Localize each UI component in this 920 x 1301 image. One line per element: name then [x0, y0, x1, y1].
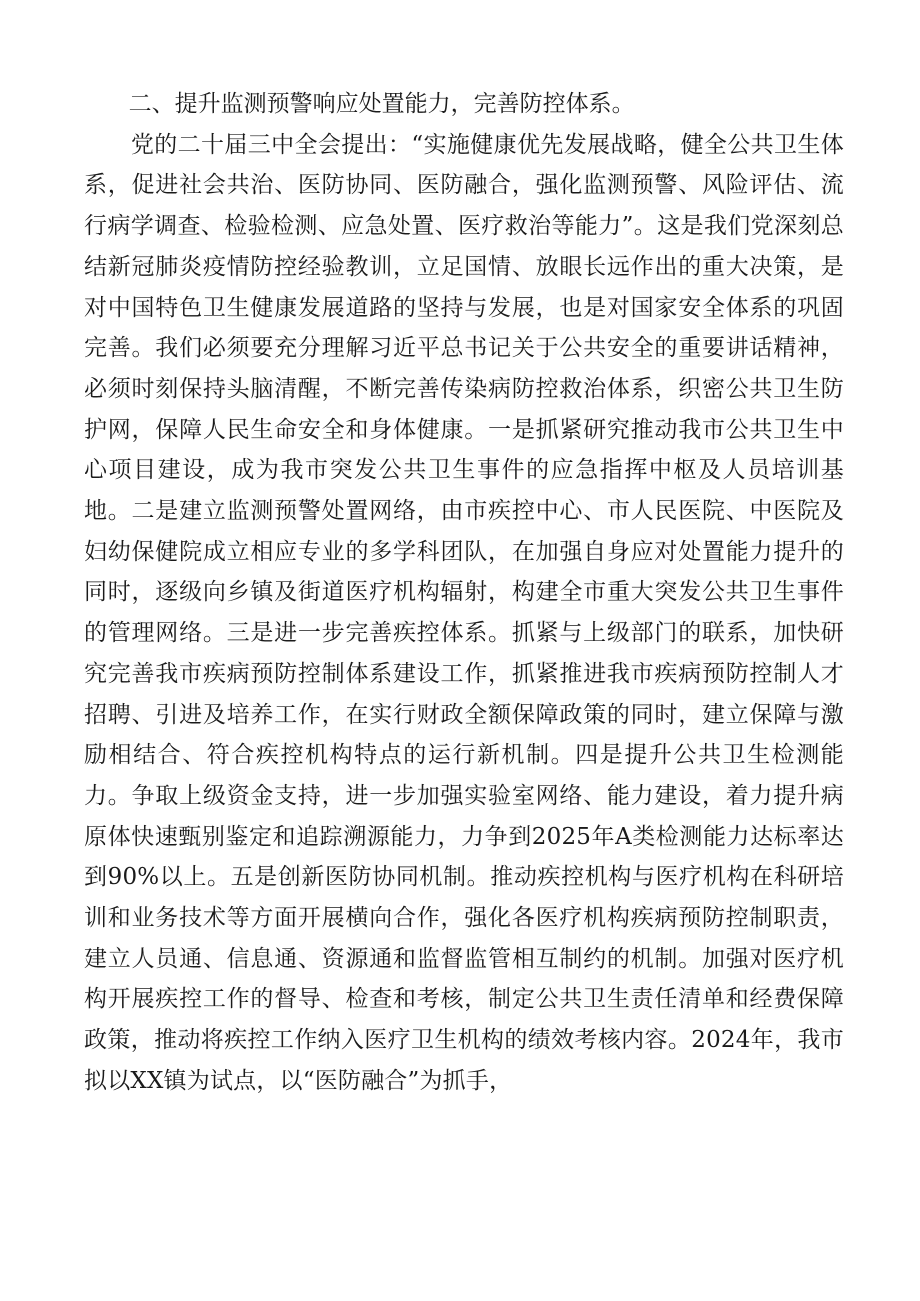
document-text-block [84, 84, 844, 1102]
body-paragraph: 党的二十届三中全会提出：“实施健康优先发展战略，健全公共卫生体系，促进社会共治、医防协同、医防融合，强化监测预警、风险评估、流行病学调查、检验检测、应急处置、医疗救治等能力”。这是我们党深刻总结新冠肺炎疫情防控经验教训，立足国情、放眼长远作出的重大决策，是对中国特色卫生健康发展道路的坚持与发展，也是对国家安全体系的巩固完善。我们必须要充分理解习近平总书记关于公共安全的重要讲话精神，必须时刻保持头脑清醒，不断完善传染病防控救治体系，织密公共卫生防护网，保障人民生命安全和身体健康。一是抓紧研究推动我市公共卫生中心项目建设，成为我市突发公共卫生事件的应急指挥中枢及人员培训基地。二是建立监测预警处置网络，由市疾控中心、市人民医院、中医院及妇幼保健院成立相应专业的多学科团队，在加强自身应对处置能力提升的同时，逐级向乡镇及街道医疗机构辐射，构建全市重大突发公共卫生事件的管理网络。三是进一步完善疾控体系。抓紧与上级部门的联系，加快研究完善我市疾病预防控制体系建设工作，抓紧推进我市疾病预防控制人才招聘、引进及培养工作，在实行财政全额保障政策的同时，建立保障与激励相结合、符合疾控机构特点的运行新机制。四是提升公共卫生检测能力。争取上级资金支持，进一步加强实验室网络、能力建设，着力提升病原体快速甄别鉴定和追踪溯源能力，力争到2025年A类检测能力达标率达到90%以上。五是创新医防协同机制。推动疾控机构与医疗机构在科研培训和业务技术等方面开展横向合作，强化各医疗机构疾病预防控制职责，建立人员通、信息通、资源通和监督监管相互制约的机制。加强对医疗机构开展疾控工作的督导、检查和考核，制定公共卫生责任清单和经费保障政策，推动将疾控工作纳入医疗卫生机构的绩效考核内容。2024年，我市拟以XX镇为试点，以“医防融合”为抓手， [84, 131, 844, 1094]
section-heading: 二、提升监测预警响应处置能力，完善防控体系。 [128, 91, 635, 117]
